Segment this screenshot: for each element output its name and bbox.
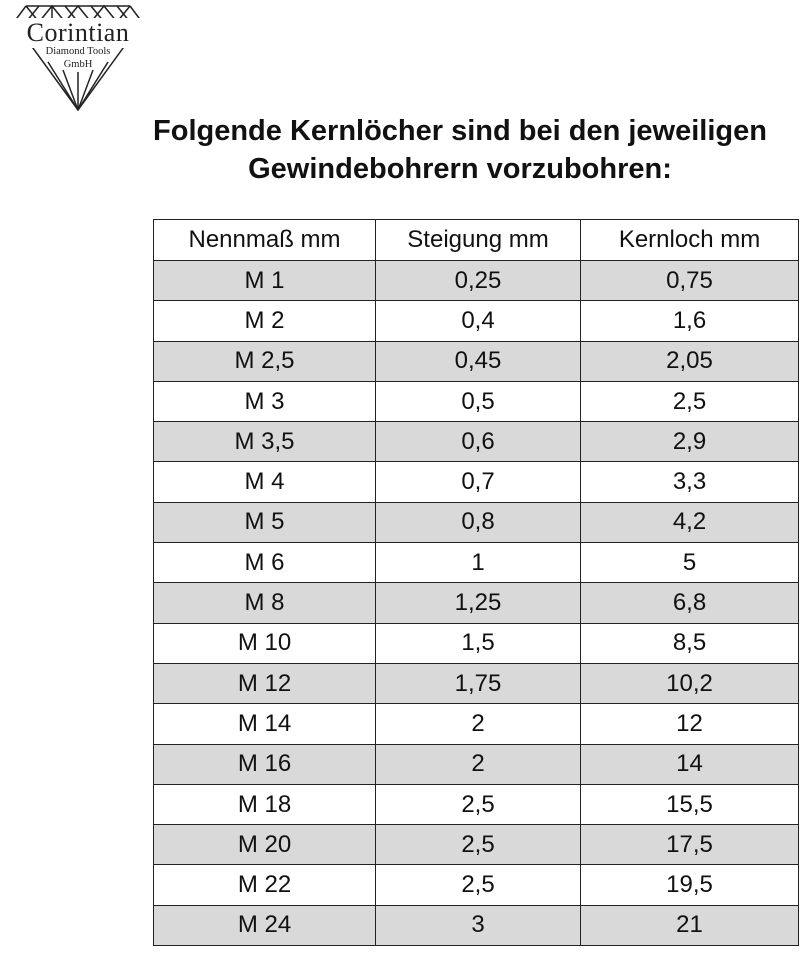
nominal-size-cell: M 22 bbox=[154, 865, 376, 905]
table-row bbox=[154, 784, 799, 824]
pitch-cell: 0,4 bbox=[376, 301, 581, 341]
table-row bbox=[154, 905, 799, 945]
table-header-row bbox=[154, 220, 799, 261]
nominal-size-cell: M 10 bbox=[154, 623, 376, 663]
table-row bbox=[154, 825, 799, 865]
nominal-size-cell: M 24 bbox=[154, 905, 376, 945]
pitch-cell: 1,25 bbox=[376, 583, 581, 623]
table-row bbox=[154, 381, 799, 421]
nominal-size-cell: M 18 bbox=[154, 784, 376, 824]
header-pitch: Steigung mm bbox=[376, 220, 581, 261]
core-hole-cell: 21 bbox=[581, 905, 799, 945]
pitch-cell: 0,6 bbox=[376, 422, 581, 462]
pitch-cell: 0,45 bbox=[376, 341, 581, 381]
pitch-cell: 0,25 bbox=[376, 261, 581, 301]
nominal-size-cell: M 2,5 bbox=[154, 341, 376, 381]
core-hole-cell: 0,75 bbox=[581, 261, 799, 301]
core-hole-cell: 5 bbox=[581, 543, 799, 583]
core-hole-cell: 3,3 bbox=[581, 462, 799, 502]
pitch-cell: 2,5 bbox=[376, 784, 581, 824]
nominal-size-cell: M 16 bbox=[154, 744, 376, 784]
core-hole-cell: 17,5 bbox=[581, 825, 799, 865]
pitch-cell: 2 bbox=[376, 704, 581, 744]
pitch-cell: 1,5 bbox=[376, 623, 581, 663]
table-row bbox=[154, 543, 799, 583]
core-hole-cell: 1,6 bbox=[581, 301, 799, 341]
nominal-size-cell: M 20 bbox=[154, 825, 376, 865]
table-row bbox=[154, 663, 799, 703]
logo-company-form: GmbH bbox=[63, 59, 93, 70]
table-row bbox=[154, 261, 799, 301]
core-hole-cell: 15,5 bbox=[581, 784, 799, 824]
core-hole-cell: 2,5 bbox=[581, 381, 799, 421]
nominal-size-cell: M 8 bbox=[154, 583, 376, 623]
nominal-size-cell: M 2 bbox=[154, 301, 376, 341]
heading-line-1: Folgende Kernlöcher sind bei den jeweiligen bbox=[153, 115, 767, 147]
table-row bbox=[154, 704, 799, 744]
table-row bbox=[154, 744, 799, 784]
nominal-size-cell: M 1 bbox=[154, 261, 376, 301]
pitch-cell: 3 bbox=[376, 905, 581, 945]
core-hole-cell: 8,5 bbox=[581, 623, 799, 663]
core-hole-cell: 2,05 bbox=[581, 341, 799, 381]
core-hole-cell: 4,2 bbox=[581, 502, 799, 542]
company-logo bbox=[8, 0, 148, 115]
core-hole-cell: 2,9 bbox=[581, 422, 799, 462]
table-row bbox=[154, 865, 799, 905]
heading-line-2: Gewindebohrern vorzubohren: bbox=[248, 153, 672, 185]
table-row bbox=[154, 583, 799, 623]
core-hole-cell: 19,5 bbox=[581, 865, 799, 905]
pitch-cell: 2,5 bbox=[376, 865, 581, 905]
nominal-size-cell: M 5 bbox=[154, 502, 376, 542]
tap-drill-table bbox=[153, 219, 799, 946]
table-row bbox=[154, 301, 799, 341]
table-row bbox=[154, 422, 799, 462]
core-hole-cell: 6,8 bbox=[581, 583, 799, 623]
page-heading bbox=[150, 112, 770, 188]
nominal-size-cell: M 6 bbox=[154, 543, 376, 583]
nominal-size-cell: M 3,5 bbox=[154, 422, 376, 462]
table-row bbox=[154, 462, 799, 502]
core-hole-cell: 12 bbox=[581, 704, 799, 744]
nominal-size-cell: M 14 bbox=[154, 704, 376, 744]
nominal-size-cell: M 4 bbox=[154, 462, 376, 502]
pitch-cell: 1,75 bbox=[376, 663, 581, 703]
pitch-cell: 2 bbox=[376, 744, 581, 784]
table-row bbox=[154, 623, 799, 663]
table-row bbox=[154, 502, 799, 542]
header-core-hole: Kernloch mm bbox=[581, 220, 799, 261]
nominal-size-cell: M 3 bbox=[154, 381, 376, 421]
pitch-cell: 0,7 bbox=[376, 462, 581, 502]
logo-subtitle: Diamond Tools bbox=[45, 46, 111, 57]
core-hole-cell: 10,2 bbox=[581, 663, 799, 703]
pitch-cell: 2,5 bbox=[376, 825, 581, 865]
table-row bbox=[154, 341, 799, 381]
pitch-cell: 0,5 bbox=[376, 381, 581, 421]
pitch-cell: 0,8 bbox=[376, 502, 581, 542]
logo-name: Corintian bbox=[8, 18, 148, 48]
nominal-size-cell: M 12 bbox=[154, 663, 376, 703]
core-hole-cell: 14 bbox=[581, 744, 799, 784]
pitch-cell: 1 bbox=[376, 543, 581, 583]
header-nominal-size: Nennmaß mm bbox=[154, 220, 376, 261]
